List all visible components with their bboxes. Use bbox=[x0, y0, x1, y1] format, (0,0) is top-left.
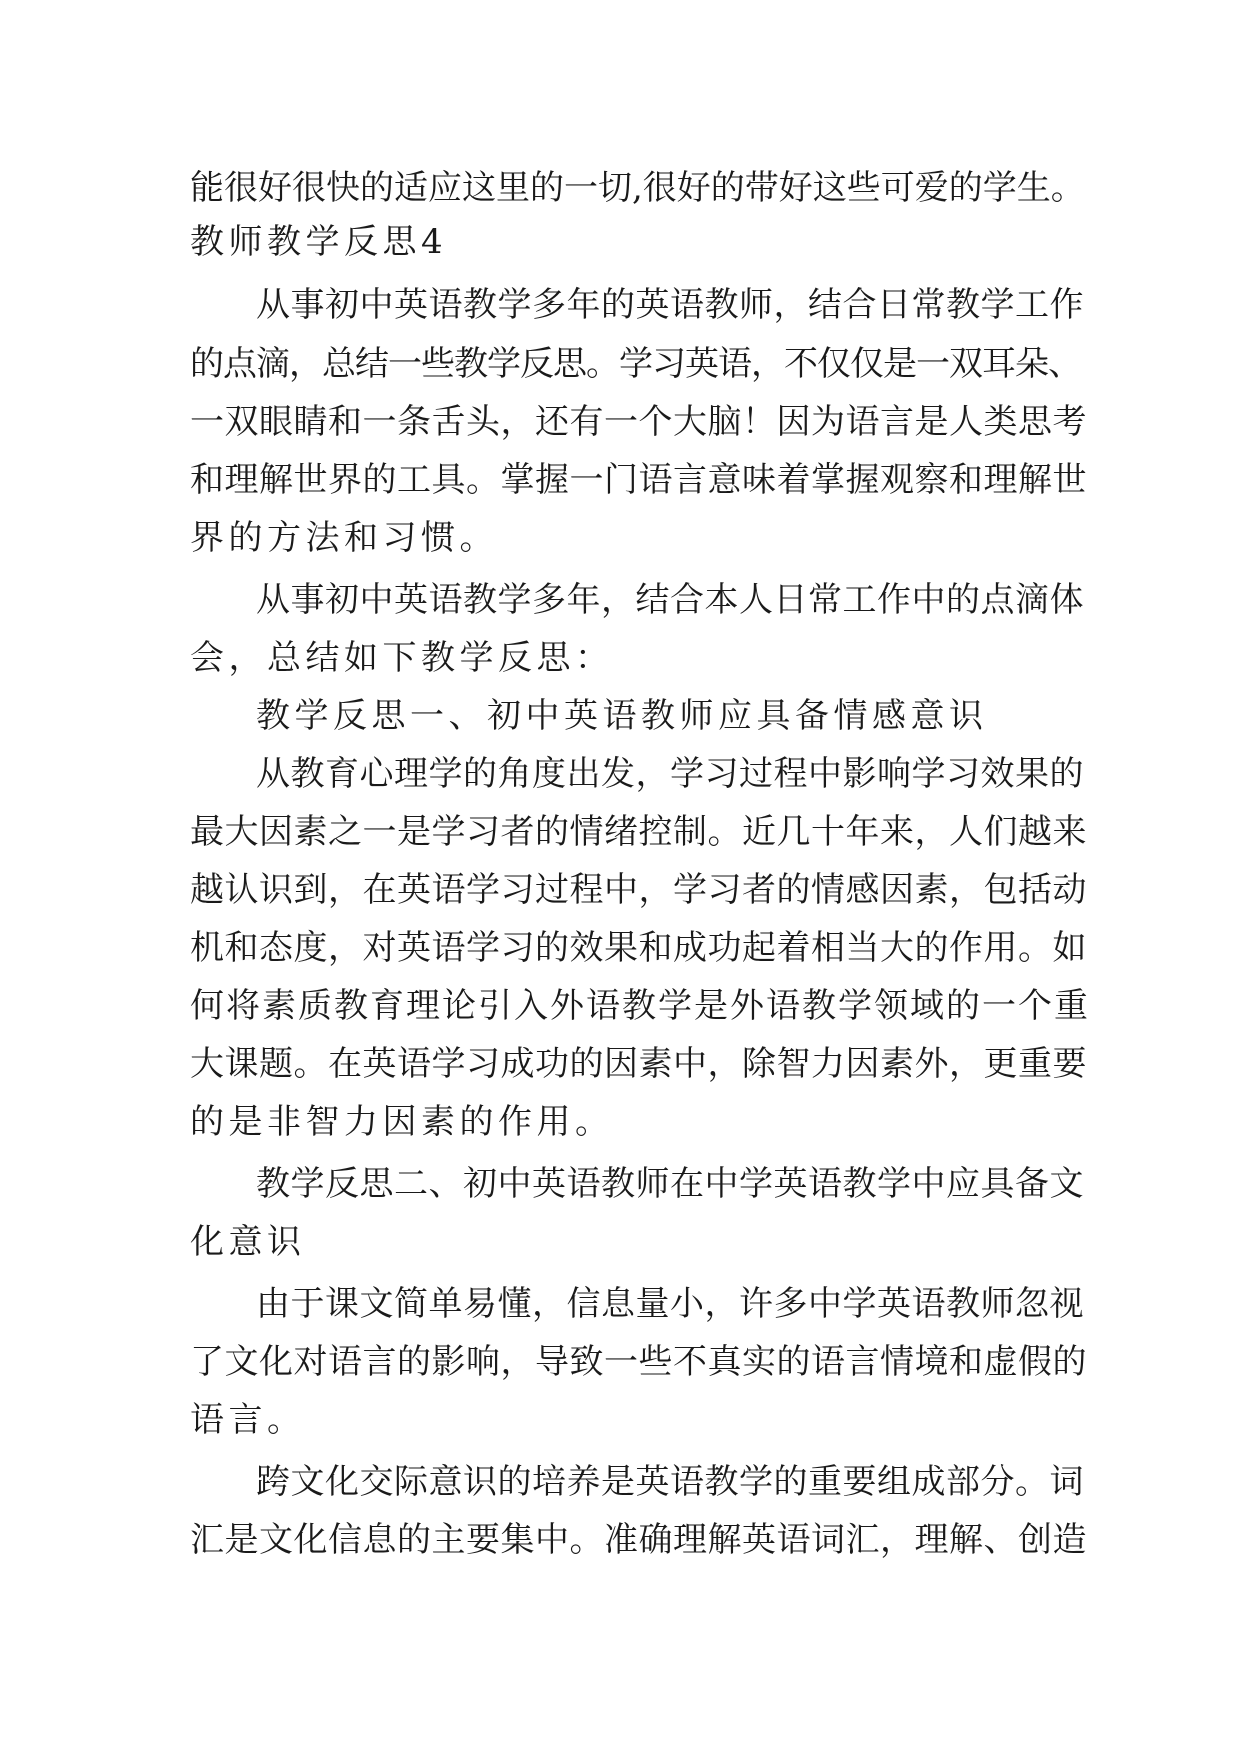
text-line: 的点滴，总结一些教学反思。学习英语，不仅仅是一双耳朵、 bbox=[190, 344, 1081, 384]
section-heading: 教师教学反思4 bbox=[190, 222, 448, 262]
subheading: 教学反思一、初中英语教师应具备情感意识 bbox=[256, 696, 988, 736]
text-line: 会，总结如下教学反思： bbox=[190, 638, 614, 678]
text-line: 最大因素之一是学习者的情绪控制。近几十年来，人们越来 bbox=[190, 812, 1087, 852]
text-line: 越认识到，在英语学习过程中，学习者的情感因素，包括动 bbox=[190, 870, 1087, 910]
text-line: 何将素质教育理论引入外语教学是外语教学领域的一个重 bbox=[190, 986, 1090, 1026]
text-line: 机和态度，对英语学习的效果和成功起着相当大的作用。如 bbox=[190, 928, 1087, 968]
text-line: 和理解世界的工具。掌握一门语言意味着掌握观察和理解世 bbox=[190, 460, 1087, 500]
subheading: 教学反思二、初中英语教师在中学英语教学中应具备文 bbox=[256, 1164, 1084, 1204]
text-line: 界的方法和习惯。 bbox=[190, 518, 498, 558]
text-line: 从事初中英语教学多年，结合本人日常工作中的点滴体 bbox=[256, 580, 1084, 620]
text-line: 从事初中英语教学多年的英语教师，结合日常教学工作 bbox=[256, 285, 1084, 325]
text-line: 跨文化交际意识的培养是英语教学的重要组成部分。词 bbox=[256, 1462, 1084, 1502]
text-line: 从教育心理学的角度出发，学习过程中影响学习效果的 bbox=[256, 754, 1084, 794]
text-line: 语言。 bbox=[190, 1400, 306, 1440]
text-line: 由于课文简单易懂，信息量小，许多中学英语教师忽视 bbox=[256, 1284, 1084, 1324]
text-line: 的是非智力因素的作用。 bbox=[190, 1102, 614, 1142]
text-line: 了文化对语言的影响，导致一些不真实的语言情境和虚假的 bbox=[190, 1342, 1087, 1382]
text-line: 能很好很快的适应这里的一切,很好的带好这些可爱的学生。 bbox=[190, 168, 1085, 208]
text-line: 大课题。在英语学习成功的因素中，除智力因素外，更重要 bbox=[190, 1044, 1087, 1084]
text-line: 一双眼睛和一条舌头，还有一个大脑！因为语言是人类思考 bbox=[190, 402, 1087, 442]
subheading-continued: 化意识 bbox=[190, 1222, 306, 1262]
text-line: 汇是文化信息的主要集中。准确理解英语词汇，理解、创造 bbox=[190, 1520, 1087, 1560]
